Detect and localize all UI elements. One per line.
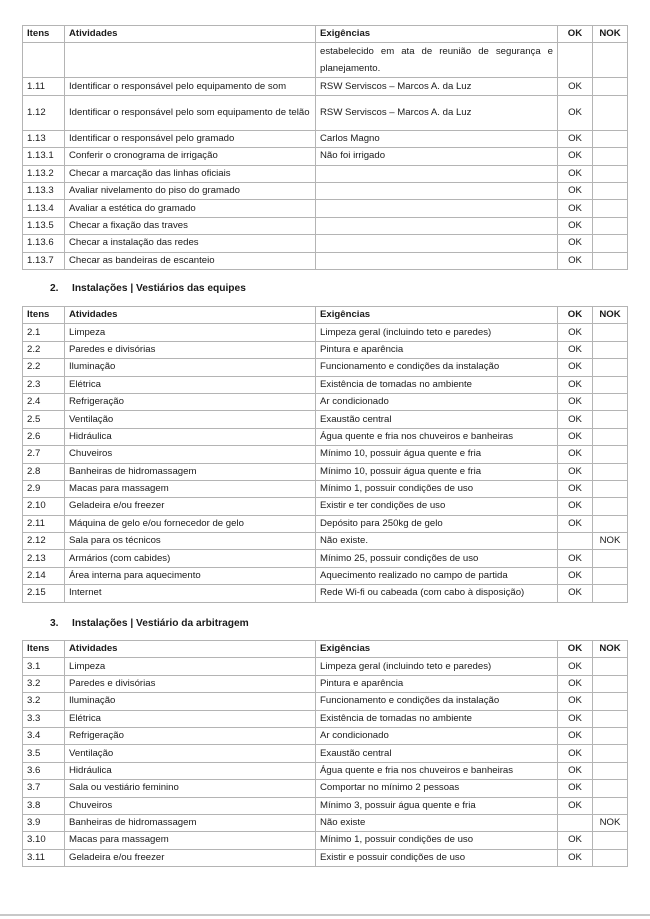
cell-nok: [593, 675, 628, 692]
cell-ok: OK: [558, 745, 593, 762]
cell-item: 1.13.3: [23, 182, 65, 199]
table-row: [23, 217, 628, 234]
cell-atividade: Sala para os técnicos: [65, 533, 316, 550]
table-body: [23, 658, 628, 867]
section-number: 3.: [50, 618, 59, 629]
cell-ok: OK: [558, 78, 593, 95]
cell-ok: OK: [558, 341, 593, 358]
cell-nok: [593, 182, 628, 199]
cell-atividade: Internet: [65, 585, 316, 602]
cell-ok: OK: [558, 359, 593, 376]
table-row: [23, 832, 628, 849]
cell-nok: [593, 324, 628, 341]
cell-nok: [593, 780, 628, 797]
cell-item: 3.3: [23, 710, 65, 727]
header-exigencias: Exigências: [316, 641, 558, 658]
cell-item: 1.13.6: [23, 235, 65, 252]
cell-ok: OK: [558, 585, 593, 602]
table-body: [23, 324, 628, 602]
cell-item: 2.6: [23, 428, 65, 445]
cell-exigencia: Mínimo 1, possuir condições de uso: [316, 480, 558, 497]
table-row: [23, 200, 628, 217]
cell-nok: [593, 341, 628, 358]
table-section-1: [22, 25, 628, 270]
table-row: [23, 550, 628, 567]
cell-item: 3.4: [23, 727, 65, 744]
cell-exigencia: [316, 252, 558, 269]
table-row: [23, 727, 628, 744]
cell-exigencia: [316, 217, 558, 234]
cell-nok: [593, 393, 628, 410]
cell-item: 2.4: [23, 393, 65, 410]
cell-atividade: Iluminação: [65, 693, 316, 710]
cell-ok: OK: [558, 200, 593, 217]
cell-item: 2.12: [23, 533, 65, 550]
cell-item: 3.6: [23, 762, 65, 779]
cell-atividade: Armários (com cabides): [65, 550, 316, 567]
cell-item: 1.12: [23, 95, 65, 130]
table-row-continuation: [23, 43, 628, 78]
cell-ok: OK: [558, 675, 593, 692]
cell-exigencia: Ar condicionado: [316, 727, 558, 744]
section-title: Instalações | Vestiário da arbitragem: [72, 618, 249, 629]
cell-atividade: Ventilação: [65, 411, 316, 428]
table-row: [23, 359, 628, 376]
header-exigencias: Exigências: [316, 307, 558, 324]
table-row: [23, 710, 628, 727]
cell-item: 1.13.5: [23, 217, 65, 234]
cell-ok: OK: [558, 849, 593, 866]
cell-nok: [593, 498, 628, 515]
cell-item: 2.5: [23, 411, 65, 428]
header-atividades: Atividades: [65, 307, 316, 324]
cell-nok: [593, 165, 628, 182]
cell-ok: OK: [558, 710, 593, 727]
cell-ok: OK: [558, 480, 593, 497]
page-bottom-rule: [0, 914, 650, 916]
cell-nok: [593, 359, 628, 376]
cell-ok: OK: [558, 217, 593, 234]
cell-exigencia: Mínimo 25, possuir condições de uso: [316, 550, 558, 567]
cell-nok: [593, 376, 628, 393]
table-section-3: [22, 640, 628, 867]
cell-exigencia: Exaustão central: [316, 745, 558, 762]
cell-ok: OK: [558, 832, 593, 849]
cell-item: 2.11: [23, 515, 65, 532]
table-row: [23, 780, 628, 797]
header-ok: OK: [558, 26, 593, 43]
cell-exigencia: [316, 165, 558, 182]
cell-atividade: Refrigeração: [65, 727, 316, 744]
table-row: [23, 762, 628, 779]
cell-exigencia: Mínimo 10, possuir água quente e fria: [316, 463, 558, 480]
header-ok: OK: [558, 641, 593, 658]
cell-exigencia: Comportar no mínimo 2 pessoas: [316, 780, 558, 797]
cell-nok: [593, 745, 628, 762]
cell-exigencia: Mínimo 3, possuir água quente e fria: [316, 797, 558, 814]
cell-item: 1.11: [23, 78, 65, 95]
cell-atividade: Avaliar nivelamento do piso do gramado: [65, 182, 316, 199]
cell-exigencia: Exaustão central: [316, 411, 558, 428]
cell-ok: OK: [558, 411, 593, 428]
cell-nok: [593, 446, 628, 463]
cell-item: 1.13: [23, 130, 65, 147]
table-row: [23, 182, 628, 199]
cell-atividade: Banheiras de hidromassagem: [65, 463, 316, 480]
cell-item: 2.10: [23, 498, 65, 515]
cell-exigencia: Mínimo 10, possuir água quente e fria: [316, 446, 558, 463]
cell-exigencia: Mínimo 1, possuir condições de uso: [316, 832, 558, 849]
cell-ok: OK: [558, 515, 593, 532]
table-row: [23, 428, 628, 445]
cell-exigencia: Rede Wi-fi ou cabeada (com cabo à disposição): [316, 585, 558, 602]
cell-nok: [593, 463, 628, 480]
cell-item: 3.9: [23, 814, 65, 831]
table-row: [23, 341, 628, 358]
cell-exigencia: [316, 235, 558, 252]
cell-atividade: Chuveiros: [65, 797, 316, 814]
cell-atividade: Identificar o responsável pelo gramado: [65, 130, 316, 147]
cell-nok: [593, 585, 628, 602]
cell-exigencia: Limpeza geral (incluindo teto e paredes): [316, 658, 558, 675]
cell-ok: OK: [558, 727, 593, 744]
cell-nok: NOK: [593, 814, 628, 831]
cell-nok: [593, 235, 628, 252]
cell-ok: OK: [558, 324, 593, 341]
cell-ok: OK: [558, 235, 593, 252]
cell-atividade: Paredes e divisórias: [65, 341, 316, 358]
table-row: [23, 849, 628, 866]
cell-nok: [593, 78, 628, 95]
cell-ok: OK: [558, 428, 593, 445]
table-row: [23, 658, 628, 675]
cell-atividade: Limpeza: [65, 324, 316, 341]
cell-nok: [593, 428, 628, 445]
cell-nok: [593, 411, 628, 428]
cell-ok: OK: [558, 393, 593, 410]
table-row: [23, 567, 628, 584]
cell-exigencia: Depósito para 250kg de gelo: [316, 515, 558, 532]
table-row: [23, 78, 628, 95]
cell-exigencia: RSW Serviscos – Marcos A. da Luz: [316, 78, 558, 95]
cell-ok: OK: [558, 182, 593, 199]
header-nok: NOK: [593, 307, 628, 324]
continuation-text: estabelecido em ata de reunião de segurança e planejamento.: [316, 43, 558, 78]
cell-exigencia: Funcionamento e condições da instalação: [316, 693, 558, 710]
cell-atividade: Refrigeração: [65, 393, 316, 410]
cell-atividade: Iluminação: [65, 359, 316, 376]
cell-ok: OK: [558, 797, 593, 814]
cell-item: 2.2: [23, 341, 65, 358]
cell-atividade: Identificar o responsável pelo som equipamento de telão: [65, 95, 316, 130]
cell-nok: [593, 710, 628, 727]
cell-exigencia: Não existe.: [316, 533, 558, 550]
cell-exigencia: Ar condicionado: [316, 393, 558, 410]
section-heading-3: [50, 618, 249, 629]
cell-atividade: Checar as bandeiras de escanteio: [65, 252, 316, 269]
cell-item: 3.5: [23, 745, 65, 762]
cell-ok: OK: [558, 148, 593, 165]
cell-exigencia: Carlos Magno: [316, 130, 558, 147]
cell-item: 2.1: [23, 324, 65, 341]
cell-exigencia: RSW Serviscos – Marcos A. da Luz: [316, 95, 558, 130]
cell-nok: [593, 832, 628, 849]
table-row: [23, 252, 628, 269]
header-atividades: Atividades: [65, 26, 316, 43]
cell-atividade: Banheiras de hidromassagem: [65, 814, 316, 831]
table-row: [23, 498, 628, 515]
cell-atividade: Checar a marcação das linhas oficiais: [65, 165, 316, 182]
table-row: [23, 411, 628, 428]
cell-exigencia: Água quente e fria nos chuveiros e banheiras: [316, 428, 558, 445]
cell-atividade: Geladeira e/ou freezer: [65, 498, 316, 515]
header-exigencias: Exigências: [316, 26, 558, 43]
cell-atividade: Ventilação: [65, 745, 316, 762]
table-header-row: [23, 26, 628, 43]
cell-atividade: Hidráulica: [65, 428, 316, 445]
cell-nok: [593, 252, 628, 269]
cell-item: 1.13.4: [23, 200, 65, 217]
header-atividades: Atividades: [65, 641, 316, 658]
table-row: [23, 515, 628, 532]
cell-atividade: Elétrica: [65, 710, 316, 727]
table-row: [23, 797, 628, 814]
cell-atividade: Elétrica: [65, 376, 316, 393]
cell-atividade: Macas para massagem: [65, 480, 316, 497]
cell-item: 3.7: [23, 780, 65, 797]
cell-ok: OK: [558, 446, 593, 463]
cell-atividade: Checar a fixação das traves: [65, 217, 316, 234]
cell-ok: [558, 533, 593, 550]
cell-ok: [558, 814, 593, 831]
header-itens: Itens: [23, 307, 65, 324]
cell-item: 3.1: [23, 658, 65, 675]
table-header-row: [23, 641, 628, 658]
cell-item: 2.3: [23, 376, 65, 393]
cell-item: 3.8: [23, 797, 65, 814]
cell-ok: OK: [558, 95, 593, 130]
cell-ok: OK: [558, 498, 593, 515]
cell-exigencia: Existir e possuir condições de uso: [316, 849, 558, 866]
cell-exigencia: Existência de tomadas no ambiente: [316, 376, 558, 393]
table-row: [23, 745, 628, 762]
table-section-2: [22, 306, 628, 603]
cell-nok: [593, 95, 628, 130]
cell-atividade: Paredes e divisórias: [65, 675, 316, 692]
table-row: [23, 480, 628, 497]
cell-item: 2.15: [23, 585, 65, 602]
table-body: [23, 78, 628, 270]
cell-nok: [593, 693, 628, 710]
cell-exigencia: Água quente e fria nos chuveiros e banheiras: [316, 762, 558, 779]
cell-nok: [593, 130, 628, 147]
cell-ok: OK: [558, 130, 593, 147]
table-row: [23, 148, 628, 165]
cell-atividade: Avaliar a estética do gramado: [65, 200, 316, 217]
cell-nok: [593, 550, 628, 567]
table-row: [23, 376, 628, 393]
cell-item: 3.11: [23, 849, 65, 866]
table-row: [23, 446, 628, 463]
cell-atividade: Área interna para aquecimento: [65, 567, 316, 584]
cell-nok: [593, 658, 628, 675]
cell-exigencia: Pintura e aparência: [316, 341, 558, 358]
cell-nok: NOK: [593, 533, 628, 550]
section-heading-2: [50, 283, 246, 294]
cell-nok: [593, 515, 628, 532]
cell-atividade: Identificar o responsável pelo equipamento de som: [65, 78, 316, 95]
cell-nok: [593, 727, 628, 744]
cell-item: 1.13.7: [23, 252, 65, 269]
table-row: [23, 693, 628, 710]
cell-atividade: Conferir o cronograma de irrigação: [65, 148, 316, 165]
cell-nok: [593, 217, 628, 234]
cell-ok: OK: [558, 567, 593, 584]
cell-atividade: Máquina de gelo e/ou fornecedor de gelo: [65, 515, 316, 532]
cell-item: 2.13: [23, 550, 65, 567]
cell-ok: OK: [558, 252, 593, 269]
cell-item: 1.13.1: [23, 148, 65, 165]
cell-exigencia: Funcionamento e condições da instalação: [316, 359, 558, 376]
cell-nok: [593, 849, 628, 866]
cell-ok: OK: [558, 762, 593, 779]
cell-item: 1.13.2: [23, 165, 65, 182]
cell-exigencia: Limpeza geral (incluindo teto e paredes): [316, 324, 558, 341]
table-row: [23, 324, 628, 341]
cell-exigencia: Não foi irrigado: [316, 148, 558, 165]
cell-ok: OK: [558, 658, 593, 675]
cell-atividade: Chuveiros: [65, 446, 316, 463]
cell-nok: [593, 480, 628, 497]
cell-nok: [593, 200, 628, 217]
cell-item: 2.14: [23, 567, 65, 584]
cell-exigencia: Pintura e aparência: [316, 675, 558, 692]
cell-atividade: Geladeira e/ou freezer: [65, 849, 316, 866]
cell-ok: OK: [558, 780, 593, 797]
table-row: [23, 814, 628, 831]
table-row: [23, 675, 628, 692]
header-itens: Itens: [23, 26, 65, 43]
header-ok: OK: [558, 307, 593, 324]
cell-item: 2.7: [23, 446, 65, 463]
cell-nok: [593, 762, 628, 779]
cell-atividade: Macas para massagem: [65, 832, 316, 849]
header-nok: NOK: [593, 26, 628, 43]
section-number: 2.: [50, 283, 59, 294]
cell-exigencia: [316, 182, 558, 199]
cell-exigencia: [316, 200, 558, 217]
table-row: [23, 165, 628, 182]
table-row: [23, 95, 628, 130]
table-row: [23, 463, 628, 480]
cell-nok: [593, 148, 628, 165]
cell-ok: OK: [558, 550, 593, 567]
cell-item: 3.10: [23, 832, 65, 849]
cell-item: 2.9: [23, 480, 65, 497]
cell-ok: OK: [558, 693, 593, 710]
cell-item: 3.2: [23, 675, 65, 692]
table-header-row: [23, 307, 628, 324]
cell-exigencia: Existência de tomadas no ambiente: [316, 710, 558, 727]
table-row: [23, 533, 628, 550]
section-title: Instalações | Vestiários das equipes: [72, 283, 246, 294]
cell-atividade: Limpeza: [65, 658, 316, 675]
cell-atividade: Hidráulica: [65, 762, 316, 779]
header-nok: NOK: [593, 641, 628, 658]
cell-exigencia: Não existe: [316, 814, 558, 831]
header-itens: Itens: [23, 641, 65, 658]
cell-ok: OK: [558, 463, 593, 480]
cell-atividade: Checar a instalação das redes: [65, 235, 316, 252]
cell-ok: OK: [558, 376, 593, 393]
table-row: [23, 235, 628, 252]
cell-exigencia: Existir e ter condições de uso: [316, 498, 558, 515]
cell-nok: [593, 797, 628, 814]
table-row: [23, 130, 628, 147]
table-row: [23, 393, 628, 410]
cell-nok: [593, 567, 628, 584]
cell-exigencia: Aquecimento realizado no campo de partida: [316, 567, 558, 584]
cell-atividade: Sala ou vestiário feminino: [65, 780, 316, 797]
cell-ok: OK: [558, 165, 593, 182]
table-row: [23, 585, 628, 602]
cell-item: 3.2: [23, 693, 65, 710]
cell-item: 2.8: [23, 463, 65, 480]
cell-item: 2.2: [23, 359, 65, 376]
